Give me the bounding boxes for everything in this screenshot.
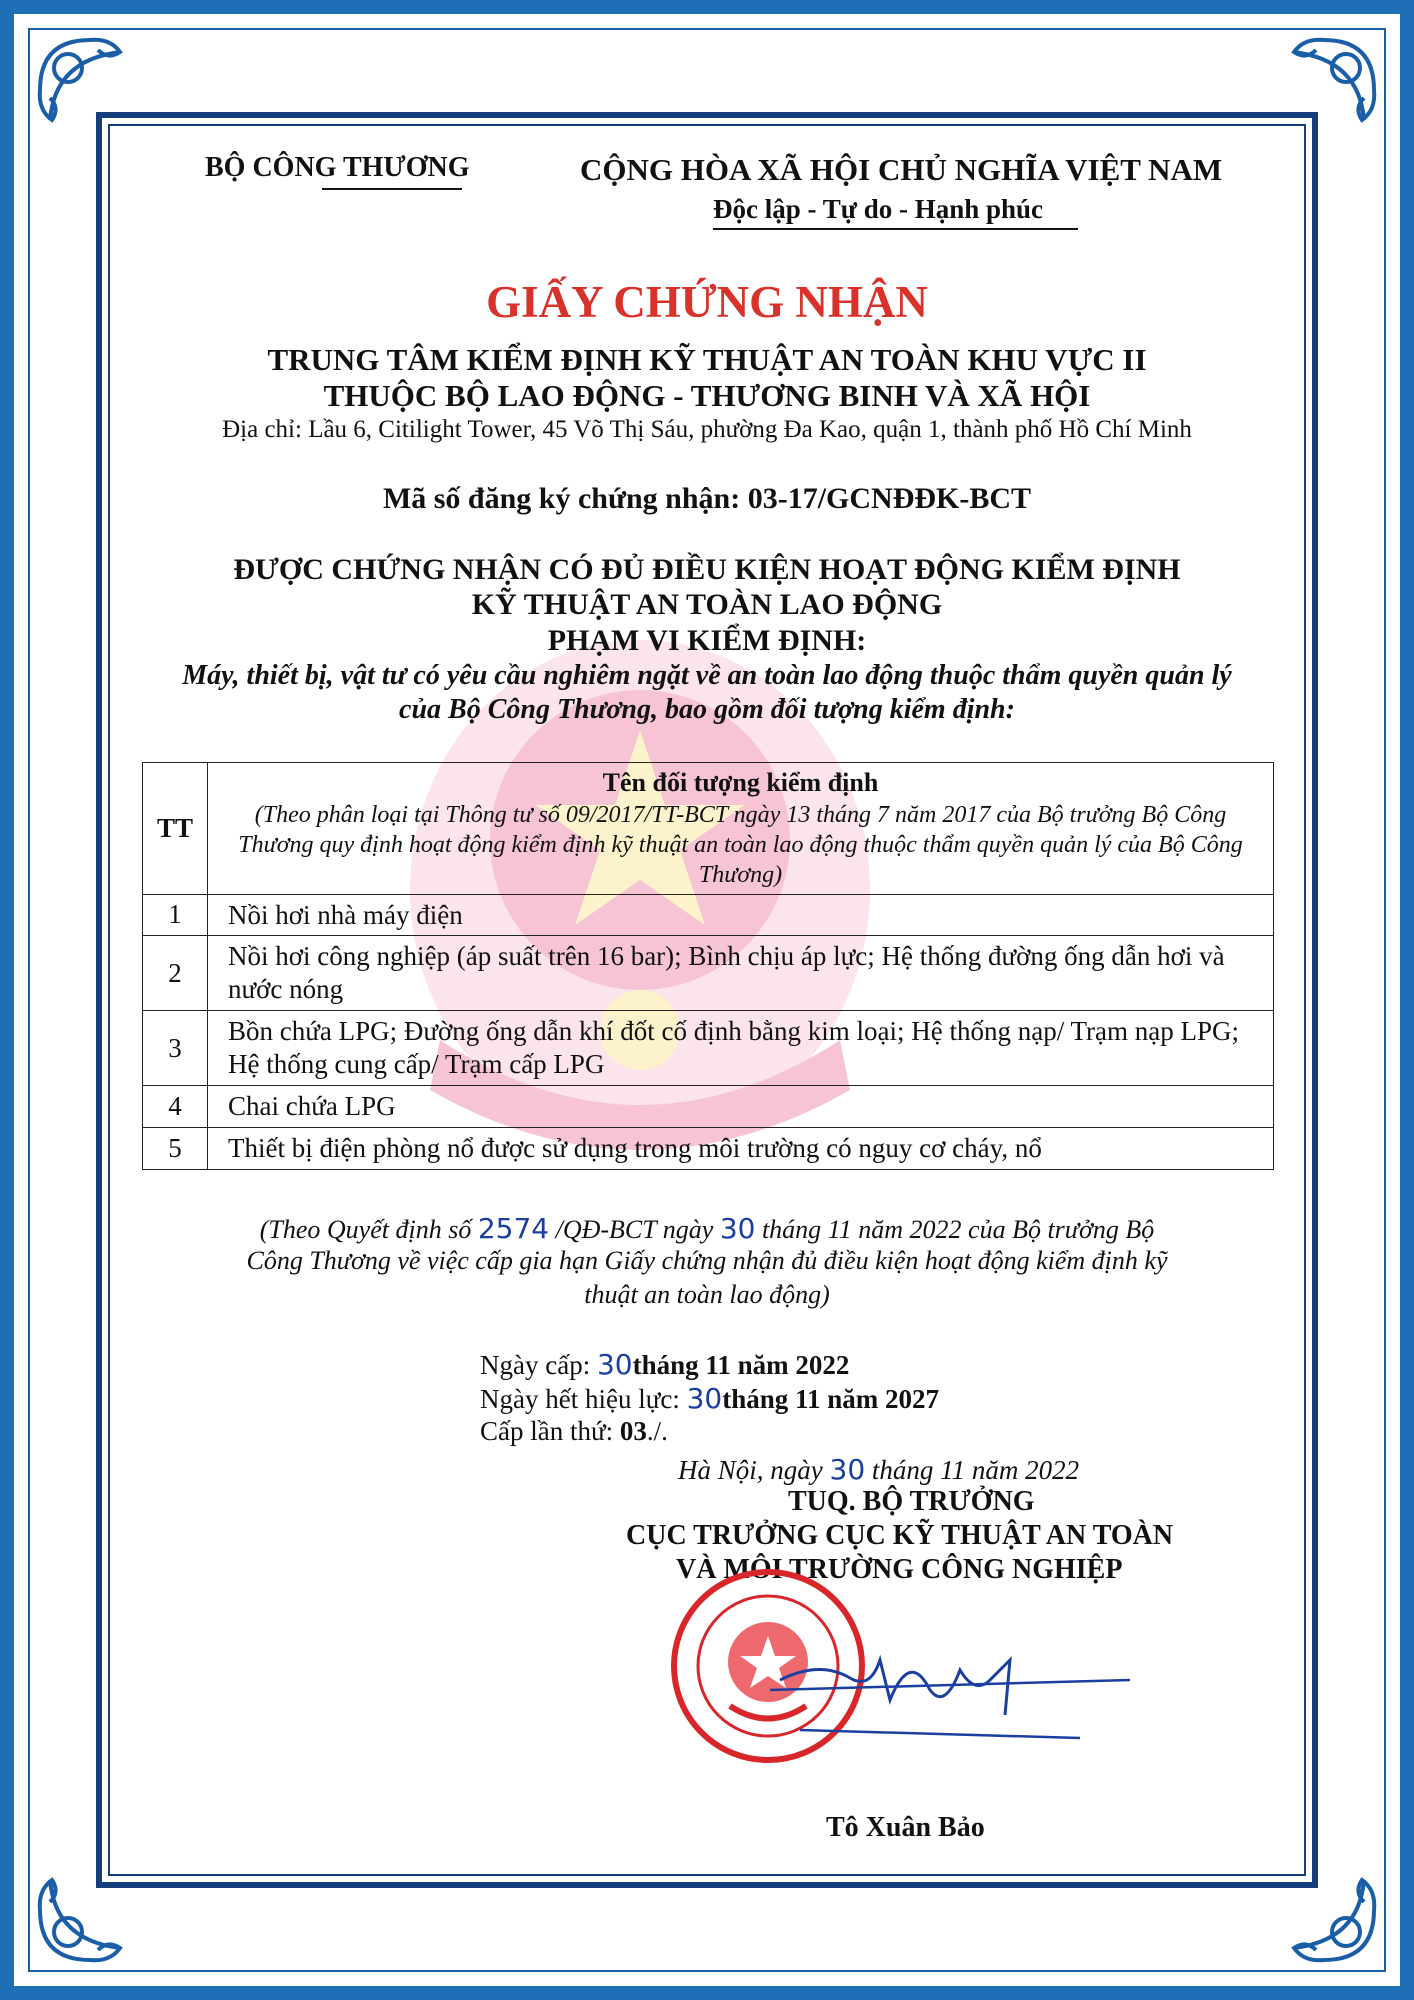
corner-ornament-icon	[30, 1840, 160, 1970]
place-rest: tháng 11 năm 2022	[865, 1455, 1080, 1485]
signer-name: Tô Xuân Bảo	[826, 1812, 985, 1843]
table-header-row	[143, 763, 1274, 895]
column-header-note: (Theo phân loại tại Thông tư số 09/2017/TT-BCT ngày 13 tháng 7 năm 2017 của Bộ trưởng Bộ Công Thương quy định hoạt động kiểm định kỹ thuật an toàn lao động thuộc thẩm quyền quản lý của Bộ Công Thương)	[238, 801, 1243, 888]
inspection-items-table	[142, 762, 1274, 1170]
scope-description-line-2: của Bộ Công Thương, bao gồm đối tượng kiểm định:	[399, 694, 1015, 725]
table-row	[143, 894, 1274, 936]
row-item-name: Chai chứa LPG	[208, 1086, 1274, 1128]
column-header-title: Tên đối tượng kiểm định	[602, 768, 879, 797]
signing-authority-line-2: CỤC TRƯỞNG CỤC KỸ THUẬT AN TOÀN	[626, 1520, 1174, 1551]
place-day: 30	[829, 1453, 866, 1486]
row-item-name: Nồi hơi công nghiệp (áp suất trên 16 bar); Bình chịu áp lực; Hệ thống đường ống dẫn hơi và nước nóng	[208, 936, 1274, 1011]
national-motto: Độc lập - Tự do - Hạnh phúc	[713, 194, 1044, 224]
scope-title: PHẠM VI KIỂM ĐỊNH:	[547, 624, 867, 657]
signing-authority-line-1: TUQ. BỘ TRƯỞNG	[788, 1486, 1035, 1517]
table-row	[143, 1086, 1274, 1128]
decision-line-3: thuật an toàn lao động)	[584, 1280, 830, 1309]
table-row	[143, 1128, 1274, 1170]
decision-mid: /QĐ-BCT ngày	[549, 1215, 720, 1244]
column-header-name	[208, 763, 1274, 895]
issue-day: 30	[596, 1348, 633, 1381]
row-number: 3	[143, 1011, 208, 1086]
corner-ornament-icon	[30, 30, 160, 160]
row-item-name: Nồi hơi nhà máy điện	[208, 894, 1274, 936]
row-number: 2	[143, 936, 208, 1011]
ministry-underline	[322, 188, 462, 190]
motto-underline	[713, 228, 1078, 230]
registration-number: Mã số đăng ký chứng nhận: 03-17/GCNĐĐK-BCT	[382, 482, 1032, 515]
times-label: Cấp lần thứ:	[480, 1416, 620, 1446]
decision-line-2: Công Thương về việc cấp gia hạn Giấy chứng nhận đủ điều kiện hoạt động kiểm định kỹ	[246, 1246, 1168, 1275]
signing-authority-line-3: VÀ MÔI TRƯỜNG CÔNG NGHIỆP	[676, 1554, 1123, 1585]
issue-date	[480, 1348, 849, 1381]
column-header-no: TT	[143, 763, 208, 895]
decision-rest: tháng 11 năm 2022 của Bộ trưởng Bộ	[755, 1215, 1155, 1244]
table-row	[143, 1011, 1274, 1086]
decision-prefix: (Theo Quyết định số	[259, 1215, 478, 1244]
expire-day: 30	[686, 1382, 723, 1415]
row-number: 4	[143, 1086, 208, 1128]
decision-number: 2574	[477, 1212, 550, 1245]
issue-label: Ngày cấp:	[480, 1350, 597, 1380]
row-item-name: Thiết bị điện phòng nổ được sử dụng trong môi trường có nguy cơ cháy, nổ	[208, 1128, 1274, 1170]
expiry-date	[480, 1382, 939, 1415]
row-number: 5	[143, 1128, 208, 1170]
condition-line-2: KỸ THUẬT AN TOÀN LAO ĐỘNG	[471, 588, 943, 621]
organization-line-1: TRUNG TÂM KIỂM ĐỊNH KỸ THUẬT AN TOÀN KHU VỰC II	[267, 342, 1147, 377]
decision-day: 30	[719, 1212, 756, 1245]
scope-description-line-1: Máy, thiết bị, vật tư có yêu cầu nghiêm ngặt về an toàn lao động thuộc thẩm quyền quản lý	[182, 660, 1232, 691]
row-number: 1	[143, 894, 208, 936]
times-value: 03	[619, 1416, 647, 1446]
ministry-name: BỘ CÔNG THƯƠNG	[205, 152, 470, 183]
organization-address: Địa chỉ: Lầu 6, Citilight Tower, 45 Võ Thị Sáu, phường Đa Kao, quận 1, thành phố Hồ Chí Minh	[222, 416, 1192, 443]
table-row	[143, 936, 1274, 1011]
condition-line-1: ĐƯỢC CHỨNG NHẬN CÓ ĐỦ ĐIỀU KIỆN HOẠT ĐỘNG KIỂM ĐỊNH	[233, 553, 1181, 586]
decision-line-1	[0, 1212, 1414, 1245]
organization-line-2: THUỘC BỘ LAO ĐỘNG - THƯƠNG BINH VÀ XÃ HỘI	[323, 378, 1091, 413]
corner-ornament-icon	[1254, 30, 1384, 160]
row-item-name: Bồn chứa LPG; Đường ống dẫn khí đốt cố định bằng kim loại; Hệ thống nạp/ Trạm nạp LPG; Hệ thống cung cấp/ Trạm cấp LPG	[208, 1011, 1274, 1086]
issue-rest: tháng 11 năm 2022	[632, 1350, 850, 1380]
expire-label: Ngày hết hiệu lực:	[480, 1384, 687, 1414]
signing-place-date	[678, 1453, 1079, 1486]
expire-rest: tháng 11 năm 2027	[722, 1384, 940, 1414]
republic-name: CỘNG HÒA XÃ HỘI CHỦ NGHĨA VIỆT NAM	[580, 152, 1223, 187]
certificate-title: GIẤY CHỨNG NHẬN	[486, 277, 928, 327]
corner-ornament-icon	[1254, 1840, 1384, 1970]
times-suffix: ./.	[646, 1416, 668, 1446]
place-prefix: Hà Nội, ngày	[678, 1455, 830, 1485]
issue-count	[480, 1416, 668, 1447]
handwritten-signature-icon	[760, 1620, 1140, 1740]
